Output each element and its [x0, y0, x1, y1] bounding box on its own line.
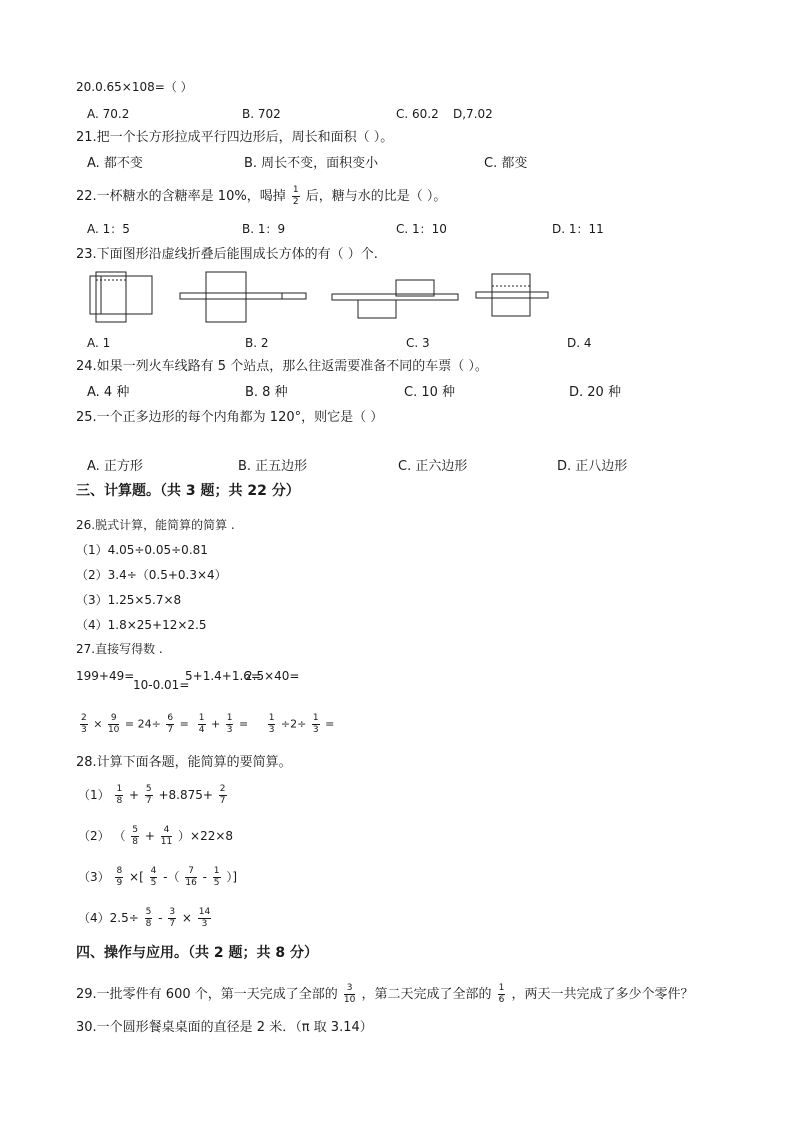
q20-option-c[interactable]: C. 60.2: [396, 107, 439, 121]
section-4-heading: 四、操作与应用。（共 2 题；共 8 分）: [76, 945, 318, 961]
q25-option-a[interactable]: A. 正方形: [87, 459, 143, 474]
q28-item-4: （4）2.5÷ $\frac{5}{8}$ - $\frac{3}{7}$ × $\frac{14}{3}$: [78, 907, 211, 929]
q28-item-1: （1） $\frac{1}{8}$ + $\frac{5}{7}$ +8.875+ $\frac{2}{7}$: [78, 784, 226, 806]
q26-item-4: （4）1.8×25+12×2.5: [76, 618, 207, 632]
q28-stem: 28.计算下面各题，能简算的要简算。: [76, 755, 292, 770]
q22-stem: 22.一杯糖水的含糖率是 10%，喝掉 $\frac{1}{2}$ 后，糖与水的比是（ ）。: [76, 185, 447, 207]
q22-option-d[interactable]: D. 1：11: [552, 222, 604, 236]
q23-option-a[interactable]: A. 1: [87, 336, 111, 350]
q26-item-1: （1）4.05÷0.05÷0.81: [76, 543, 208, 557]
q26-item-2: （2）3.4÷（0.5+0.3×4）: [76, 568, 227, 582]
q29-stem: 29.一批零件有 600 个，第一天完成了全部的 $\frac{3}{10}$ ，第二天完成了全部的 $\frac{1}{6}$ ，两天一共完成了多少个零件？: [76, 983, 694, 1005]
q24-stem: 24.如果一列火车线路有 5 个站点，那么往返需要准备不同的车票（ ）。: [76, 359, 488, 374]
section-3-heading: 三、计算题。（共 3 题；共 22 分）: [76, 483, 300, 499]
q26-stem: 26.脱式计算，能简算的简算 .: [76, 518, 235, 532]
q20-option-d[interactable]: D,7.02: [453, 107, 493, 121]
q23-net-figure-1: [88, 270, 154, 326]
q24-option-c[interactable]: C. 10 种: [404, 385, 456, 400]
q27-stem: 27.直接写得数 .: [76, 642, 163, 656]
q23-net-figure-3: [330, 278, 462, 322]
q22-option-b[interactable]: B. 1：9: [242, 222, 286, 236]
q28-item-3: （3） $\frac{8}{9}$ ×[ $\frac{4}{5}$ -（ $\frac{7}{16}$ - $\frac{1}{5}$ ）]: [78, 866, 238, 888]
q25-option-d[interactable]: D. 正八边形: [557, 459, 628, 474]
q24-option-b[interactable]: B. 8 种: [245, 385, 288, 400]
q23-stem: 23.下面图形沿虚线折叠后能围成长方体的有（ ）个.: [76, 247, 378, 262]
q23-net-figure-4: [474, 272, 550, 320]
q27-expr-3: 5+1.4+1.6=: [185, 669, 261, 683]
q27-expr-1: 199+49=: [76, 669, 135, 683]
q22-fraction: $\frac{1}{2}$: [292, 185, 299, 207]
q23-option-d[interactable]: D. 4: [567, 336, 592, 350]
q28-item-2: （2） （ $\frac{5}{8}$ + $\frac{4}{11}$ ）×22×8: [78, 825, 234, 847]
q22-option-c[interactable]: C. 1：10: [396, 222, 447, 236]
q21-option-b[interactable]: B. 周长不变，面积变小: [244, 156, 379, 171]
q20-stem: 20.0.65×108=（ ）: [76, 80, 193, 94]
q24-option-a[interactable]: A. 4 种: [87, 385, 130, 400]
q23-net-figure-2: [178, 270, 310, 324]
q25-stem: 25.一个正多边形的每个内角都为 120°，则它是（ ）: [76, 410, 384, 425]
q20-option-b[interactable]: B. 702: [242, 107, 281, 121]
q27-fraction-row: $\frac{2}{3}$ × $\frac{9}{10}$ = 24÷ $\frac{6}{7}$ = $\frac{1}{4}$ + $\frac{1}{3}$ = $\frac{1}{3}$ ÷2÷ $\frac{1}{3}$ =: [81, 713, 335, 735]
q23-option-c[interactable]: C. 3: [406, 336, 430, 350]
q22-option-a[interactable]: A. 1：5: [87, 222, 130, 236]
q21-stem: 21.把一个长方形拉成平行四边形后，周长和面积（ ）。: [76, 130, 394, 145]
q30-stem: 30.一个圆形餐桌桌面的直径是 2 米．（π 取 3.14）: [76, 1020, 373, 1035]
q23-option-b[interactable]: B. 2: [245, 336, 269, 350]
q26-item-3: （3）1.25×5.7×8: [76, 593, 182, 607]
q27-expr-4: 2.5×40=: [245, 669, 300, 683]
q21-option-c[interactable]: C. 都变: [484, 156, 528, 171]
q20-option-a[interactable]: A. 70.2: [87, 107, 130, 121]
q21-option-a[interactable]: A. 都不变: [87, 156, 143, 171]
q25-option-c[interactable]: C. 正六边形: [398, 459, 468, 474]
q27-expr-2: 10-0.01=: [133, 678, 190, 692]
q25-option-b[interactable]: B. 正五边形: [238, 459, 308, 474]
q24-option-d[interactable]: D. 20 种: [569, 385, 621, 400]
